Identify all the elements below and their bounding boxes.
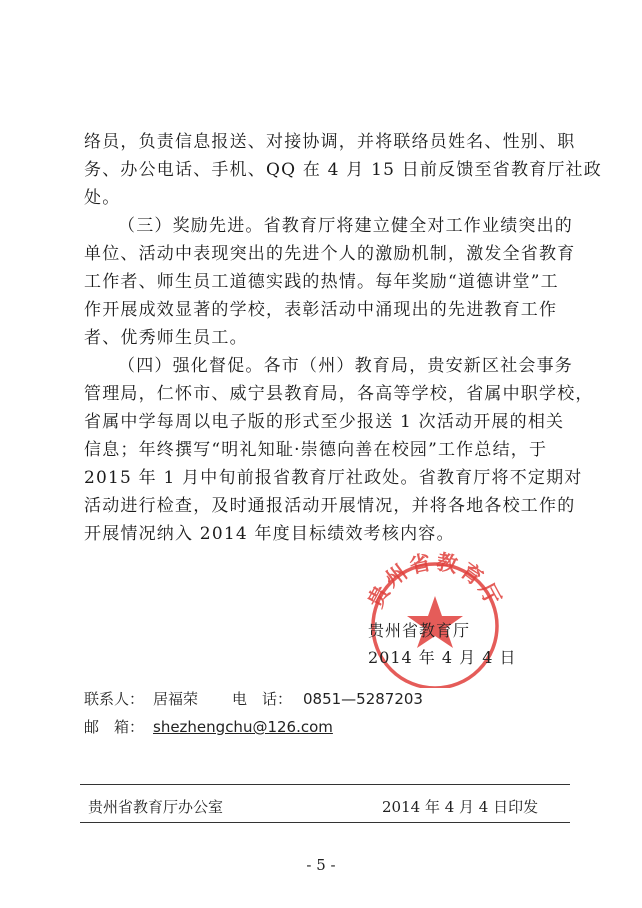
footer-issuer: 贵州省教育厅办公室: [88, 798, 224, 816]
footer-top-rule: [80, 784, 570, 785]
body-line: （四）强化督促。各市（州）教育局，贵安新区社会事务: [118, 356, 573, 376]
body-line: 络员，负责信息报送、对接协调，并将联络员姓名、性别、职: [84, 132, 576, 152]
contact-person: 居福荣: [153, 690, 199, 708]
contact-person-label: 联系人：: [84, 690, 145, 708]
body-line: 者、优秀师生员工。: [84, 328, 248, 348]
body-line: 开展情况纳入 2014 年度目标绩效考核内容。: [84, 524, 455, 544]
body-line: 省属中学每周以电子版的形式至少报送 1 次活动开展的相关: [84, 412, 565, 432]
body-line: 信息；年终撰写“明礼知耻·崇德向善在校园”工作总结，于: [84, 440, 548, 460]
body-line: 2015 年 1 月中旬前报省教育厅社政处。省教育厅将不定期对: [84, 468, 583, 488]
body-line: 作开展成效显著的学校，表彰活动中涌现出的先进教育工作: [84, 300, 558, 320]
contact-phone: 0851—5287203: [303, 690, 423, 708]
body-line: 务、办公电话、手机、QQ 在 4 月 15 日前反馈至省教育厅社政: [84, 160, 602, 180]
contact-email-link[interactable]: shezhengchu@126.com: [153, 718, 333, 736]
page-number: - 5 -: [306, 856, 336, 874]
body-line: 单位、活动中表现突出的先进个人的激励机制，激发全省教育: [84, 244, 576, 264]
body-line: 工作者、师生员工道德实践的热情。每年奖励“道德讲堂”工: [84, 272, 559, 292]
seal-text: 贵州省教育厅: [362, 548, 508, 612]
signature-org: 贵州省教育厅: [368, 621, 471, 640]
body-line: （三）奖励先进。省教育厅将建立健全对工作业绩突出的: [118, 216, 573, 236]
contact-phone-label: 电 话：: [232, 690, 293, 708]
body-line: 管理局，仁怀市、威宁县教育局，各高等学校，省属中职学校，: [84, 384, 594, 404]
contact-email-label: 邮 箱：: [84, 718, 145, 736]
body-line: 活动进行检查，及时通报活动开展情况，并将各地各校工作的: [84, 496, 576, 516]
footer-date: 2014 年 4 月 4 日印发: [382, 798, 539, 816]
footer-bottom-rule: [80, 822, 570, 823]
signature-date: 2014 年 4 月 4 日: [368, 648, 517, 667]
body-line: 处。: [84, 188, 121, 208]
